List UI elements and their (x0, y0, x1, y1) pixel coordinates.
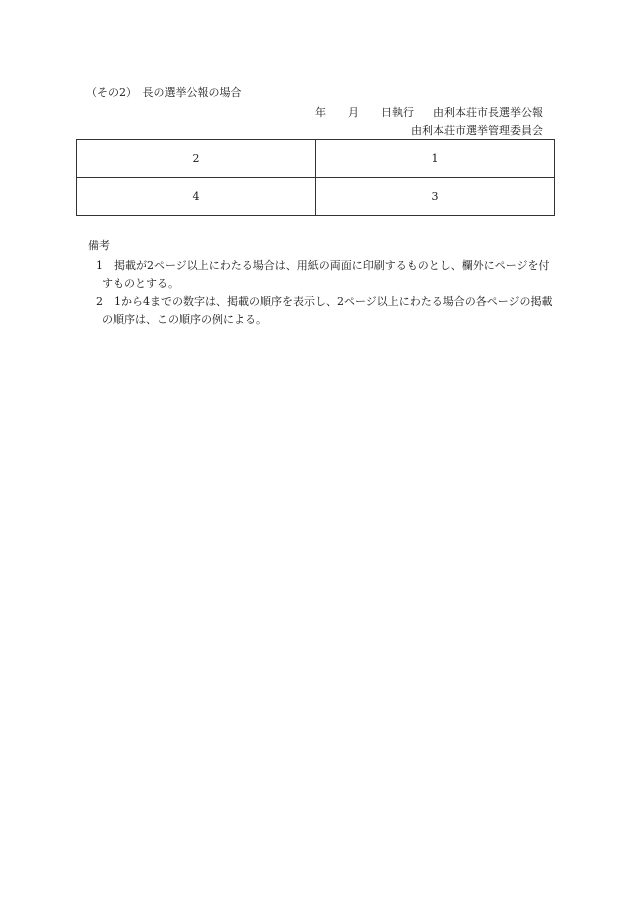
year-label: 年 (315, 106, 326, 119)
note-text: 1から4までの数字は、掲載の順序を表示し、2ページ以上にわたる場合の各ページの掲載の順序は、この順序の例による。 (102, 295, 553, 326)
table-row (77, 140, 555, 178)
section-heading: （その2） 長の選挙公報の場合 (86, 86, 242, 99)
notes-section (88, 237, 558, 329)
note-item (96, 293, 558, 329)
issuer-name: 由利本荘市選挙管理委員会 (411, 124, 543, 137)
note-number: 1 (96, 259, 103, 272)
publication-title: 由利本荘市長選挙公報 (433, 106, 543, 119)
notes-title: 備考 (88, 239, 110, 252)
page-order-table (76, 139, 555, 216)
table-cell: 1 (316, 140, 555, 178)
issue-date-line (315, 104, 543, 122)
note-text: 掲載が2ページ以上にわたる場合は、用紙の両面に印刷するものとし、欄外にページを付すものとする。 (102, 259, 550, 290)
table-cell: 2 (77, 140, 316, 178)
table-row (77, 178, 555, 216)
day-issue-label: 日執行 (381, 106, 414, 119)
note-number: 2 (96, 295, 103, 308)
publication-header (315, 104, 543, 140)
table-cell: 3 (316, 178, 555, 216)
table-cell: 4 (77, 178, 316, 216)
note-item (96, 257, 558, 293)
month-label: 月 (348, 106, 359, 119)
